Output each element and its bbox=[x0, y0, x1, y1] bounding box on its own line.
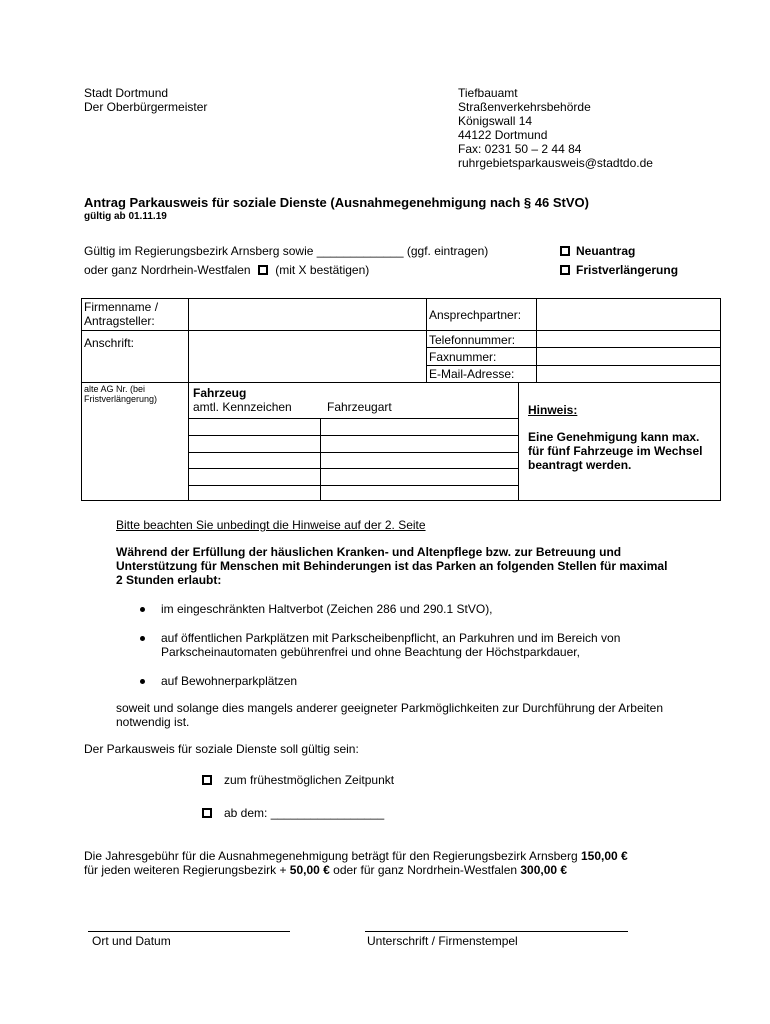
new-application-checkbox[interactable] bbox=[560, 246, 570, 256]
parking-intro: Während der Erfüllung der häuslichen Kranken- und Altenpflege bzw. zur Betreuung und Unterstützung für Menschen mit Behinderungen ist das Parken an folgenden Stellen für maximal 2 Stunden erlaubt: bbox=[116, 545, 668, 587]
sender-block bbox=[84, 86, 207, 114]
fee-part-3: oder für ganz Nordrhein-Westfalen bbox=[329, 863, 521, 877]
second-page-notice: Bitte beachten Sie unbedingt die Hinweise auf der 2. Seite bbox=[116, 518, 426, 532]
fee-text bbox=[84, 849, 704, 877]
contact-label: Ansprechpartner: bbox=[429, 308, 522, 322]
place-date-label: Ort und Datum bbox=[92, 934, 171, 948]
company-field[interactable] bbox=[192, 302, 422, 328]
bullet-dot bbox=[140, 636, 145, 641]
scope-nrw-label: oder ganz Nordrhein-Westfalen bbox=[84, 263, 251, 277]
condition-text: soweit und solange dies mangels anderer geeigneter Parkmöglichkeiten zur Durchführung der Arbeiten notwendig ist. bbox=[116, 701, 663, 729]
earliest-label: zum frühestmöglichen Zeitpunkt bbox=[224, 773, 395, 787]
signature-line[interactable] bbox=[365, 931, 628, 932]
fax-field[interactable] bbox=[540, 349, 716, 363]
scope-line-1: Gültig im Regierungsbezirk Arnsberg sowie _____________ (ggf. eintragen) bbox=[84, 244, 489, 258]
fee-part-1: Die Jahresgebühr für die Ausnahmegenehmigung beträgt für den Regierungsbezirk Arnsberg bbox=[84, 849, 581, 863]
validity-question: Der Parkausweis für soziale Dienste soll gültig sein: bbox=[84, 742, 359, 756]
signature-label: Unterschrift / Firmenstempel bbox=[367, 934, 518, 948]
fee-part-2: für jeden weiteren Regierungsbezirk + bbox=[84, 863, 290, 877]
recipient-block bbox=[458, 86, 653, 170]
nrw-checkbox[interactable] bbox=[258, 265, 268, 275]
option-extension bbox=[560, 263, 678, 277]
fee-amount-nrw: 300,00 € bbox=[520, 863, 568, 877]
email-label: E-Mail-Adresse: bbox=[429, 367, 515, 381]
validity-option-date bbox=[202, 806, 384, 820]
recipient-fax: Fax: 0231 50 – 2 44 84 bbox=[458, 142, 582, 156]
contact-field[interactable] bbox=[540, 302, 716, 328]
hint-text: Eine Genehmigung kann max. für fünf Fahrzeuge im Wechsel beantragt werden. bbox=[528, 430, 703, 472]
recipient-line-2: Straßenverkehrsbehörde bbox=[458, 100, 591, 114]
extension-checkbox[interactable] bbox=[560, 265, 570, 275]
old-ag-label: alte AG Nr. (bei Fristverlängerung) bbox=[84, 384, 158, 404]
place-date-line[interactable] bbox=[88, 931, 290, 932]
email-field[interactable] bbox=[540, 367, 716, 381]
form-title: Antrag Parkausweis für soziale Dienste (Ausnahmegenehmigung nach § 46 StVO) bbox=[84, 195, 589, 210]
scope-line-2 bbox=[84, 263, 369, 277]
plate-label: amtl. Kennzeichen bbox=[193, 400, 292, 414]
validity-date: gültig ab 01.11.19 bbox=[84, 211, 167, 222]
sender-line-2: Der Oberbürgermeister bbox=[84, 100, 208, 114]
vehicle-type-label: Fahrzeugart bbox=[327, 400, 392, 414]
bullet-dot bbox=[140, 607, 145, 612]
scope-confirm-label: (mit X bestätigen) bbox=[275, 263, 370, 277]
old-ag-field[interactable] bbox=[84, 420, 184, 498]
earliest-checkbox[interactable] bbox=[202, 775, 212, 785]
phone-field[interactable] bbox=[540, 332, 716, 346]
date-label: ab dem: _________________ bbox=[224, 806, 385, 820]
address-field[interactable] bbox=[192, 334, 422, 380]
new-application-label: Neuantrag bbox=[576, 244, 636, 258]
recipient-line-4: 44122 Dortmund bbox=[458, 128, 548, 142]
hint-title: Hinweis: bbox=[528, 403, 578, 417]
fee-amount-arnsberg: 150,00 € bbox=[580, 849, 628, 863]
phone-label: Telefonnummer: bbox=[429, 333, 516, 347]
validity-option-earliest bbox=[202, 773, 394, 787]
bullet-item-1: im eingeschränkten Haltverbot (Zeichen 286 und 290.1 StVO), bbox=[161, 602, 493, 616]
bullet-item-2: auf öffentlichen Parkplätzen mit Parkscheibenpflicht, an Parkuhren und im Bereich von Parkscheinautomaten gebührenfrei und ohne Beachtung der Höchstparkdauer, bbox=[161, 631, 621, 659]
extension-label: Fristverlängerung bbox=[576, 263, 679, 277]
address-label: Anschrift: bbox=[84, 336, 135, 350]
bullet-dot bbox=[140, 679, 145, 684]
recipient-line-3: Königswall 14 bbox=[458, 114, 533, 128]
bullet-item-3: auf Bewohnerparkplätzen bbox=[161, 674, 298, 688]
fax-label: Faxnummer: bbox=[429, 350, 497, 364]
recipient-line-1: Tiefbauamt bbox=[458, 86, 518, 100]
vehicle-heading: Fahrzeug bbox=[193, 386, 247, 400]
option-new bbox=[560, 244, 635, 258]
company-label: Firmenname / Antragsteller: bbox=[84, 300, 159, 328]
recipient-email: ruhrgebietsparkausweis@stadtdo.de bbox=[458, 156, 653, 170]
date-checkbox[interactable] bbox=[202, 808, 212, 818]
sender-line-1: Stadt Dortmund bbox=[84, 86, 169, 100]
fee-amount-additional: 50,00 € bbox=[289, 863, 330, 877]
